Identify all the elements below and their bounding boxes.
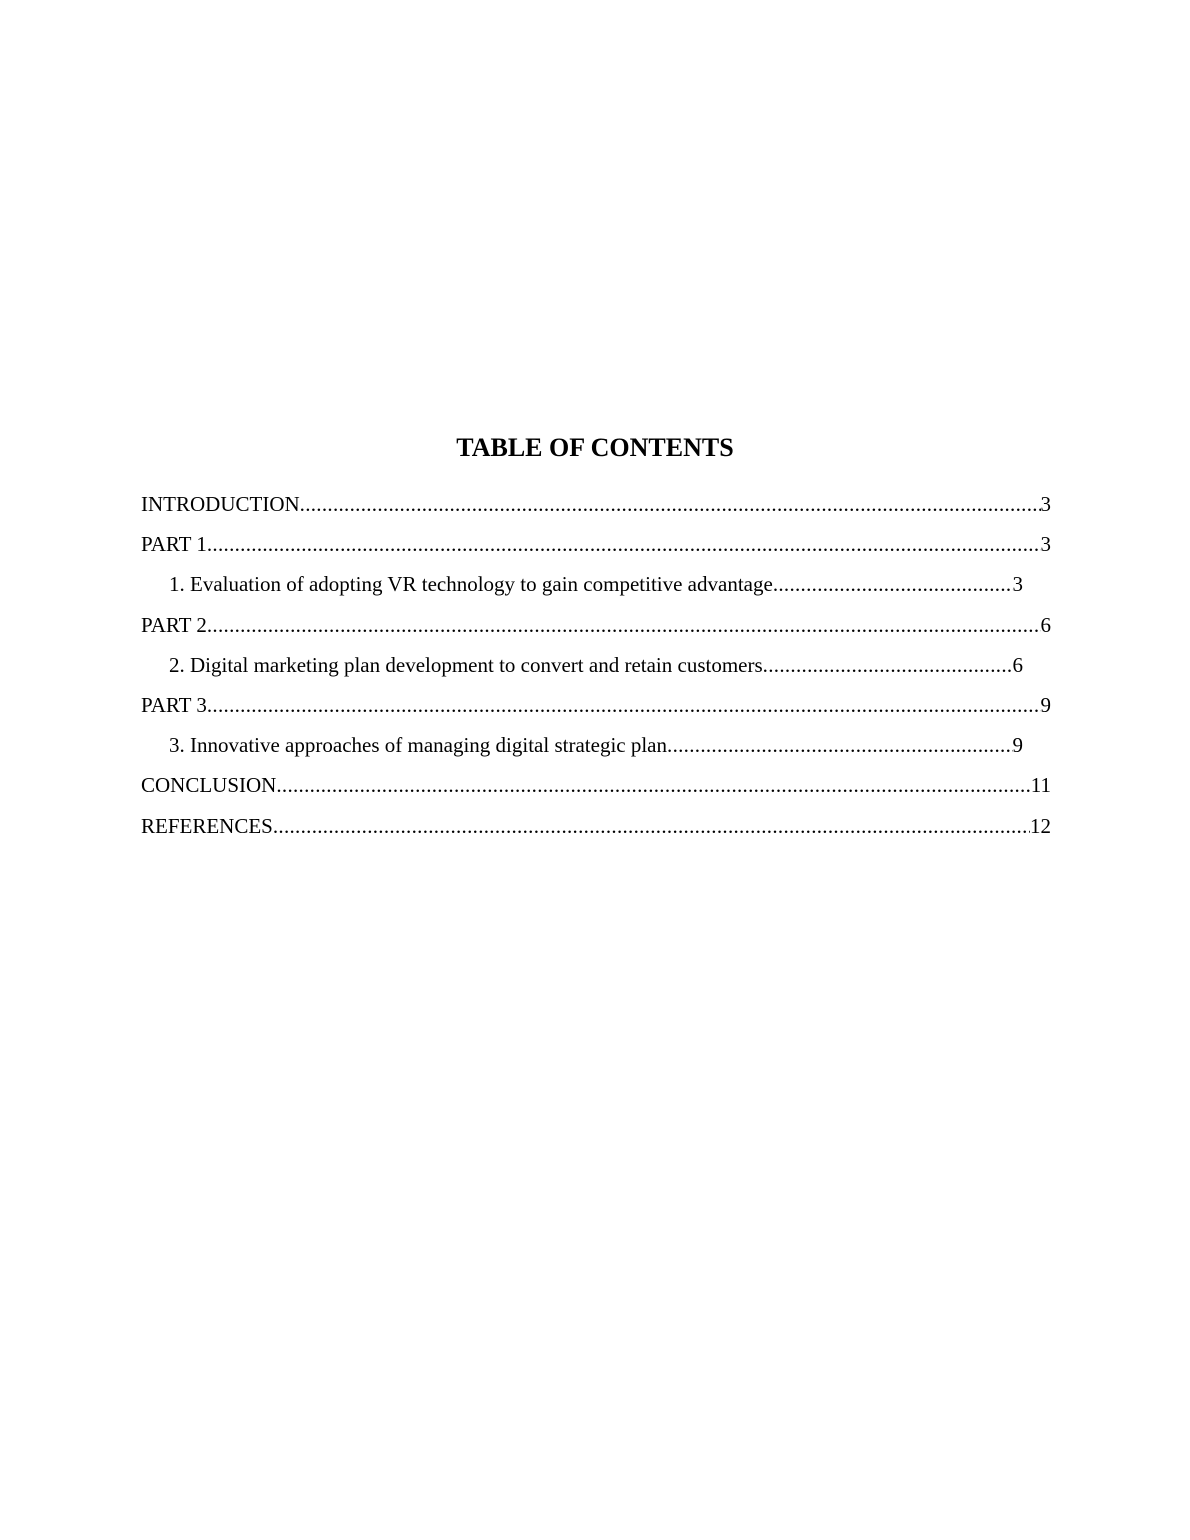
toc-entry-conclusion[interactable] (141, 769, 1051, 809)
toc-entry-label: PART 1 (141, 532, 207, 557)
toc-dot-leader (667, 729, 1012, 761)
toc-entry-page: 3 (1040, 492, 1051, 516)
toc-entry-section-2[interactable] (141, 649, 1051, 689)
toc-entry-label: PART 3 (141, 692, 207, 717)
toc-entry-label: 3. Innovative approaches of managing digital strategic plan (169, 733, 668, 758)
toc-dot-leader (207, 528, 1041, 560)
toc-entry-label: 1. Evaluation of adopting VR technology to gain competitive advantage (169, 572, 773, 597)
toc-dot-leader (273, 810, 1030, 842)
toc-entry-part-3[interactable] (141, 689, 1051, 729)
toc-entry-page: 9 (1040, 692, 1051, 717)
toc-entry-label: 2. Digital marketing plan development to convert and retain customers (169, 652, 763, 677)
toc-entry-label: PART 2 (141, 612, 207, 637)
toc-entry-page: 3 (1040, 532, 1051, 557)
toc-entry-page: 9 (1012, 733, 1023, 758)
toc-entry-section-3[interactable] (141, 729, 1051, 769)
toc-dot-leader (773, 568, 1013, 600)
toc-dot-leader (763, 649, 1013, 681)
toc-dot-leader (207, 689, 1041, 721)
toc-entry-page: 11 (1030, 773, 1051, 798)
toc-entry-introduction[interactable] (141, 488, 1051, 528)
toc-list (141, 488, 1051, 850)
toc-dot-leader (276, 769, 1030, 801)
toc-entry-label: REFERENCES (141, 813, 273, 838)
toc-entry-part-1[interactable] (141, 528, 1051, 568)
toc-entry-page: 12 (1030, 813, 1051, 838)
toc-entry-page: 3 (1012, 572, 1023, 597)
toc-entry-section-1[interactable] (141, 568, 1051, 608)
toc-entry-page: 6 (1012, 652, 1023, 677)
toc-title: TABLE OF CONTENTS (456, 433, 734, 462)
toc-entry-page: 6 (1040, 612, 1051, 637)
toc-entry-references[interactable] (141, 810, 1051, 850)
toc-entry-label: INTRODUCTION (141, 492, 300, 516)
toc-entry-label: CONCLUSION (141, 773, 277, 798)
toc-dot-leader (300, 488, 1041, 520)
toc-entry-part-2[interactable] (141, 609, 1051, 649)
toc-dot-leader (207, 609, 1041, 641)
